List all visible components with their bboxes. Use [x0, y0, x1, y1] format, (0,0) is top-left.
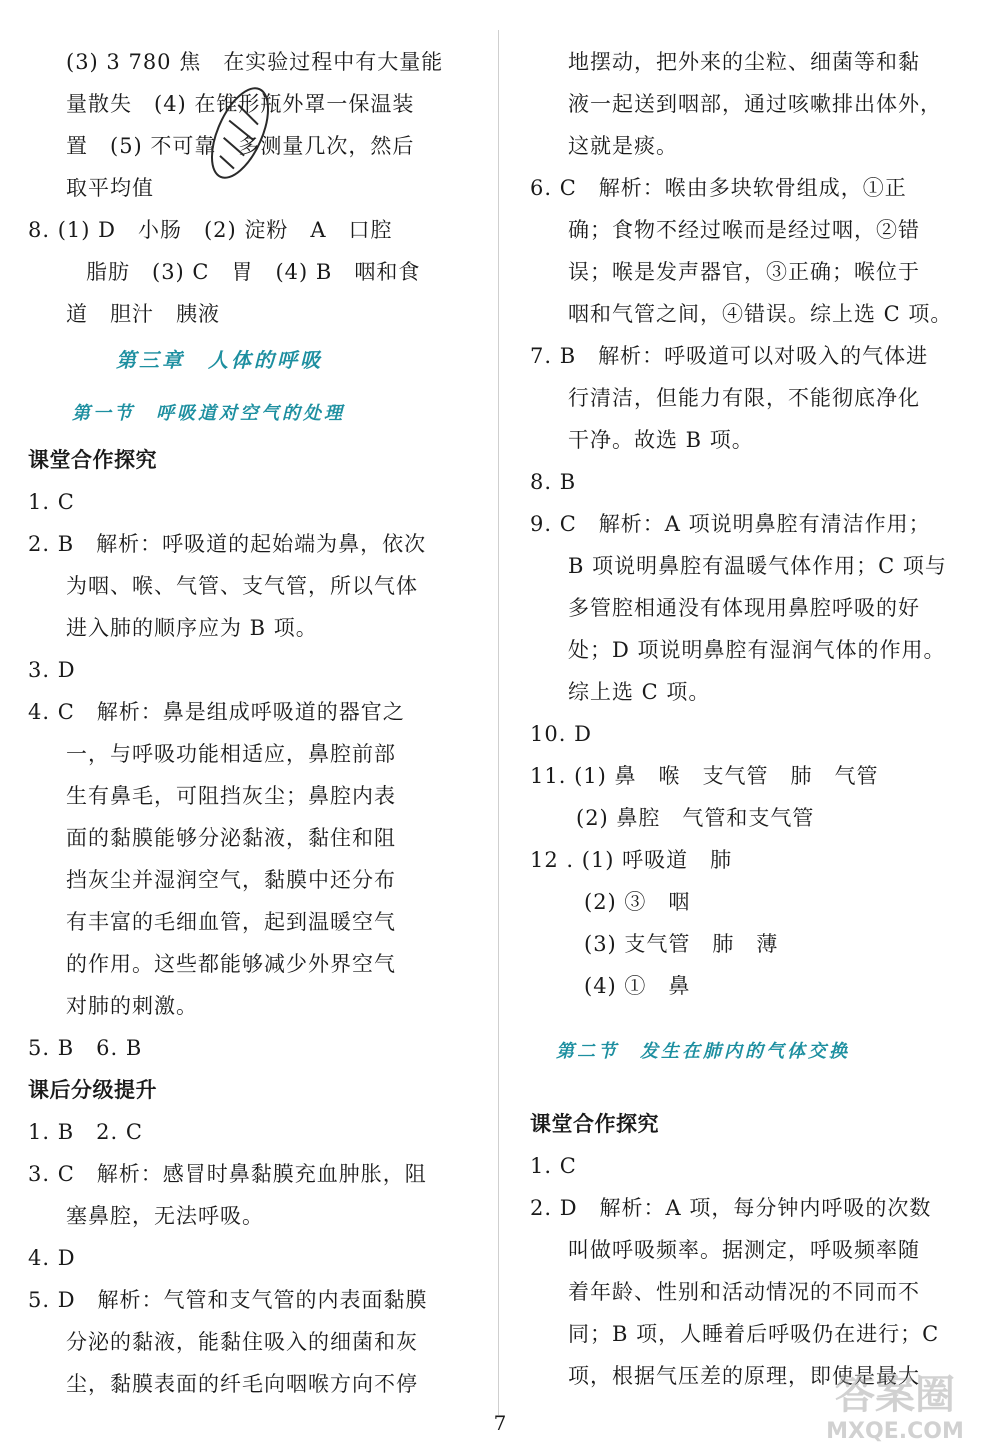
section-title: 第三章 人体的呼吸: [116, 348, 323, 372]
answer-line: 3. D: [28, 658, 76, 682]
answer-line: (4) ① 鼻: [584, 974, 691, 998]
answer-line: 5. B 6. B: [28, 1036, 143, 1060]
subsection-heading: 课堂合作探究: [28, 448, 157, 472]
answer-line: 项，根据气压差的原理，即使是最大: [568, 1364, 920, 1388]
page-number: 7: [493, 1411, 507, 1435]
answer-line: 脂肪 (3) C 胃 (4) B 咽和食: [86, 260, 421, 284]
subsection-heading: 课后分级提升: [28, 1078, 157, 1102]
answer-line: 尘，黏膜表面的纤毛向咽喉方向不停: [66, 1372, 418, 1396]
answer-line: (2) ③ 咽: [584, 890, 691, 914]
answer-line: B 项说明鼻腔有温暖气体作用；C 项与: [568, 554, 947, 578]
answer-line: (2) 鼻腔 气管和支气管: [576, 806, 815, 830]
answer-line: 6. C 解析：喉由多块软骨组成，①正: [530, 176, 907, 200]
answer-line: 5. D 解析：气管和支气管的内表面黏膜: [28, 1288, 428, 1312]
answer-line: 12 . (1) 呼吸道 肺: [530, 848, 733, 872]
answer-line: 行清洁，但能力有限，不能彻底净化: [568, 386, 920, 410]
answer-line: 8. (1) D 小肠 (2) 淀粉 A 口腔: [28, 218, 393, 242]
answer-line: 综上选 C 项。: [568, 680, 711, 704]
answer-line: 11. (1) 鼻 喉 支气管 肺 气管: [530, 764, 879, 788]
answer-line: (3) 3 780 焦 在实验过程中有大量能: [66, 50, 444, 74]
answer-line: 误；喉是发声器官，③正确；喉位于: [568, 260, 920, 284]
section-title: 第一节 呼吸道对空气的处理: [72, 403, 345, 424]
answer-line: 8. B: [530, 470, 577, 494]
answer-line: 的作用。这些都能够减少外界空气: [66, 952, 396, 976]
answer-line: 1. B 2. C: [28, 1120, 143, 1144]
answer-line: 2. B 解析：呼吸道的起始端为鼻，依次: [28, 532, 427, 556]
answer-line: 4. D: [28, 1246, 76, 1270]
answer-line: 干净。故选 B 项。: [568, 428, 754, 452]
answer-line: 多管腔相通没有体现用鼻腔呼吸的好: [568, 596, 920, 620]
column-divider: [498, 30, 499, 1415]
answer-line: 面的黏膜能够分泌黏液，黏住和阻: [66, 826, 396, 850]
answer-line: 这就是痰。: [568, 134, 678, 158]
answer-line: 2. D 解析：A 项，每分钟内呼吸的次数: [530, 1196, 932, 1220]
answer-line: 量散失 (4) 在锥形瓶外罩一保温装: [66, 92, 415, 116]
answer-line: 对肺的刺激。: [66, 994, 198, 1018]
ink-stamp-mark: [186, 69, 295, 198]
answer-line: 咽和气管之间，④错误。综上选 C 项。: [568, 302, 953, 326]
answer-line: 挡灰尘并湿润空气，黏膜中还分布: [66, 868, 396, 892]
answer-line: 确；食物不经过喉而是经过咽，②错: [568, 218, 920, 242]
answer-line: 塞鼻腔，无法呼吸。: [66, 1204, 264, 1228]
answer-line: 置 (5) 不可靠 多测量几次，然后: [66, 134, 415, 158]
answer-line: 进入肺的顺序应为 B 项。: [66, 616, 318, 640]
answer-line: 一，与呼吸功能相适应，鼻腔前部: [66, 742, 396, 766]
answer-line: 处；D 项说明鼻腔有湿润气体的作用。: [568, 638, 946, 662]
answer-line: (3) 支气管 肺 薄: [584, 932, 779, 956]
answer-line: 着年龄、性别和活动情况的不同而不: [568, 1280, 920, 1304]
answer-line: 1. C: [28, 490, 75, 514]
answer-line: 3. C 解析：感冒时鼻黏膜充血肿胀，阻: [28, 1162, 427, 1186]
answer-line: 分泌的黏液，能黏住吸入的细菌和灰: [66, 1330, 418, 1354]
answer-line: 7. B 解析：呼吸道可以对吸入的气体进: [530, 344, 929, 368]
answer-line: 有丰富的毛细血管，起到温暖空气: [66, 910, 396, 934]
answer-line: 液一起送到咽部，通过咳嗽排出体外，: [568, 92, 942, 116]
answer-line: 取平均值: [66, 176, 154, 200]
svg-text:答案圈: 答案圈: [835, 1372, 955, 1418]
answer-line: 生有鼻毛，可阻挡灰尘；鼻腔内表: [66, 784, 396, 808]
section-title: 第二节 发生在肺内的气体交换: [556, 1041, 850, 1062]
answer-line: 道 胆汁 胰液: [66, 302, 220, 326]
answer-line: 为咽、喉、气管、支气管，所以气体: [66, 574, 418, 598]
subsection-heading: 课堂合作探究: [530, 1112, 659, 1136]
answer-line: 1. C: [530, 1154, 577, 1178]
svg-text:MXQE.COM: MXQE.COM: [826, 1419, 964, 1444]
answer-line: 10. D: [530, 722, 592, 746]
answer-line: 9. C 解析：A 项说明鼻腔有清洁作用；: [530, 512, 931, 536]
answer-line: 叫做呼吸频率。据测定，呼吸频率随: [568, 1238, 920, 1262]
answer-line: 地摆动，把外来的尘粒、细菌等和黏: [568, 50, 920, 74]
answer-line: 4. C 解析：鼻是组成呼吸道的器官之: [28, 700, 405, 724]
watermark-logo: [800, 1362, 990, 1444]
answer-line: 同；B 项，人睡着后呼吸仍在进行；C: [568, 1322, 940, 1346]
